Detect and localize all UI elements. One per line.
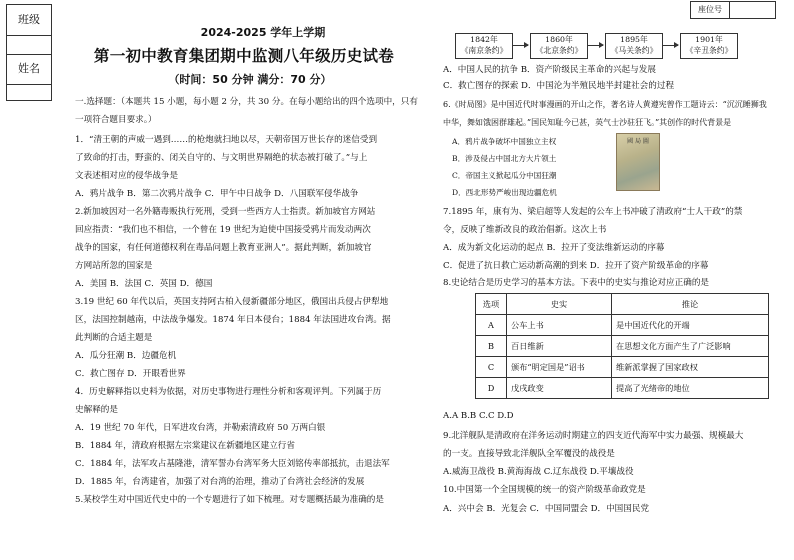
table-cell: D [476, 378, 507, 399]
name-input-box[interactable] [6, 84, 52, 101]
answer-options: C．救亡图存的探索 D．中国沦为半殖民地半封建社会的过程 [443, 81, 675, 91]
answer-options: A.威海卫战役 B.黄海海战 C.辽东战役 D.平壤战役 [443, 467, 634, 477]
table-cell: 维新派掌握了国家政权 [612, 357, 769, 378]
question-line: 回应指责：“我们也不相信，一个曾在 19 世纪为迫使中国接受鸦片而发动两次 [75, 225, 371, 235]
map-title: 國 局 圖 [627, 138, 649, 145]
timeline-box-1901: 1901年 《辛丑条约》 [680, 33, 738, 59]
timeline-box-1860: 1860年 《北京条约》 [530, 33, 588, 59]
answer-options: C．促进了抗日救亡运动新高潮的到来 D．拉开了资产阶级革命的序幕 [443, 261, 709, 271]
seat-number-box[interactable] [690, 1, 776, 19]
table-cell: 戊戌政变 [507, 378, 612, 399]
answer-options: A．成为新文化运动的起点 B．拉开了变法维新运动的序幕 [443, 243, 665, 253]
table-cell: 百日维新 [507, 336, 612, 357]
answer-options: A.A B.B C.C D.D [443, 411, 514, 421]
question-line: 中华，舞如饿困群雄起。”国民知耻今已甚，英气士沙驻狂飞。”其创作的时代背景是 [443, 118, 732, 127]
answer-options: A．美国 B．法国 C．英国 D．德国 [75, 279, 213, 289]
answer-options: A．鸦片战争 B．第二次鸦片战争 C．甲午中日战争 D．八国联军侵华战争 [75, 189, 359, 199]
class-box [6, 4, 52, 36]
history-table [475, 293, 769, 399]
answer-option: B．涉及侵占中国北方大片领土 [452, 154, 557, 163]
answer-option: C．1884 年，法军攻占基隆港，清军誓办台湾军务大臣刘铭传率部抵抗，击退法军 [75, 459, 390, 469]
table-cell: B [476, 336, 507, 357]
answer-option: D．西北形势严峻出现边疆危机 [452, 188, 557, 197]
answer-options: A．兴中会 B．光复会 C．中国同盟会 D．中国国民党 [443, 504, 650, 514]
table-cell: 是中国近代化的开端 [612, 315, 769, 336]
table-row [476, 357, 769, 378]
seat-number-label: 座位号 [691, 2, 730, 18]
term-title: 2024-2025 学年上学期 [200, 26, 326, 39]
table-header: 史实 [507, 294, 612, 315]
name-label: 姓名 [18, 62, 40, 75]
answer-option: A．鸦片战争破坏中国独立主权 [452, 137, 557, 146]
question-line: 方网站所忽的国家是 [75, 261, 153, 271]
table-row [476, 315, 769, 336]
question-line: 6.《时局图》是中国近代时事漫画的开山之作，著名诗人黄遵宪曾作工题诗云：“沉沉睡狮我 [443, 100, 767, 109]
table-cell: 在思想文化方面产生了广泛影响 [612, 336, 769, 357]
question-line: 7.1895 年，康有为、梁启超等人发起的公车上书冲破了清政府“士人干政”的禁 [443, 207, 743, 217]
intro-line: 一项符合题目要求。） [75, 115, 157, 125]
question-line: 区，法国控制越南，中法战争爆发。1874 年日本侵台；1884 年法国进攻台湾。据 [75, 315, 391, 325]
answer-option: C．帝国主义掀起瓜分中国狂潮 [452, 171, 557, 180]
timeline-arrow [512, 45, 528, 46]
question-line: 4．历史解释指以史料为依据，对历史事物进行理性分析和客观评判。下列属于历 [75, 387, 382, 397]
shiju-map-image [616, 133, 660, 191]
question-line: 8.史论结合是历史学习的基本方法。下表中的史实与推论对应正确的是 [443, 278, 710, 288]
table-row [476, 336, 769, 357]
answer-options: C．救亡图存 D．开眼看世界 [75, 369, 186, 379]
question-line: 战争的国家，有任何道德权利在毒品问题上教育亚洲人”。据此判断，新加坡官 [75, 243, 372, 253]
timeline-box-1895: 1895年 《马关条约》 [605, 33, 663, 59]
question-line: 此判断的合适主题是 [75, 333, 153, 343]
intro-line: 一.选择题：（本题共 15 小题，每小题 2 分，共 30 分。在每小题给出的四个选项中，只有 [75, 97, 418, 107]
table-cell: 公车上书 [507, 315, 612, 336]
time-score-line: （时间：50 分钟 满分：70 分） [168, 73, 332, 86]
table-header-row [476, 294, 769, 315]
answer-options: A．中国人民的抗争 B．资产阶级民主革命的兴起与发展 [443, 65, 656, 75]
timeline-box-1842: 1842年 《南京条约》 [455, 33, 513, 59]
question-line: 5.某校学生对中国近代史中的一个专题进行了如下梳理。对专题概括最为准确的是 [75, 495, 384, 505]
table-cell: 颁布“明定国是”诏书 [507, 357, 612, 378]
answer-option: D．1885 年，台湾建省，加强了对台湾的治理，推动了台湾社会经济的发展 [75, 477, 365, 487]
question-line: 文表述相对应的侵华战争是 [75, 171, 179, 181]
class-label: 班级 [18, 13, 40, 26]
timeline-arrow [662, 45, 678, 46]
question-line: 的一支。直接导致北洋舰队全军覆没的战役是 [443, 449, 615, 459]
answer-options: A．瓜分狂潮 B．边疆危机 [75, 351, 177, 361]
table-cell: C [476, 357, 507, 378]
table-row [476, 378, 769, 399]
question-line: 9.北洋舰队是清政府在洋务运动时期建立的四支近代海军中实力最强、规模最大 [443, 431, 744, 441]
timeline-arrow [587, 45, 603, 46]
question-line: 了致命的打击，野蛮的、闭关自守的、与文明世界隔绝的状态被打破了。”与上 [75, 153, 368, 163]
exam-title: 第一初中教育集团期中监测八年级历史试卷 [93, 47, 395, 65]
table-cell: A [476, 315, 507, 336]
answer-option: B．1884 年，清政府根据左宗棠建议在新疆地区建立行省 [75, 441, 295, 451]
name-box [6, 54, 52, 85]
table-header: 推论 [612, 294, 769, 315]
class-input-box[interactable] [6, 34, 52, 55]
question-line: 10.中国第一个全国规模的统一的资产阶级革命政党是 [443, 485, 646, 495]
question-line: 令，反映了维新改良的政治倡新。这次上书 [443, 225, 607, 235]
answer-option: A．19 世纪 70 年代，日军进攻台湾，并勒索清政府 50 万两白银 [75, 423, 326, 433]
table-header: 选项 [476, 294, 507, 315]
question-line: 2.新加坡因对一名外籍毒贩执行死刑，受到一些西方人士指责。新加坡官方网站 [75, 207, 376, 217]
table-cell: 提高了光绪帝的地位 [612, 378, 769, 399]
question-line: 史解释的是 [75, 405, 118, 415]
question-line: 3.19 世纪 60 年代以后，英国支持阿古柏入侵新疆部分地区，俄国出兵侵占伊犁地 [75, 297, 389, 307]
question-line: 1．“清王朝的声威一遇到……的枪炮就扫地以尽，天朝帝国万世长存的迷信受到 [75, 135, 378, 145]
